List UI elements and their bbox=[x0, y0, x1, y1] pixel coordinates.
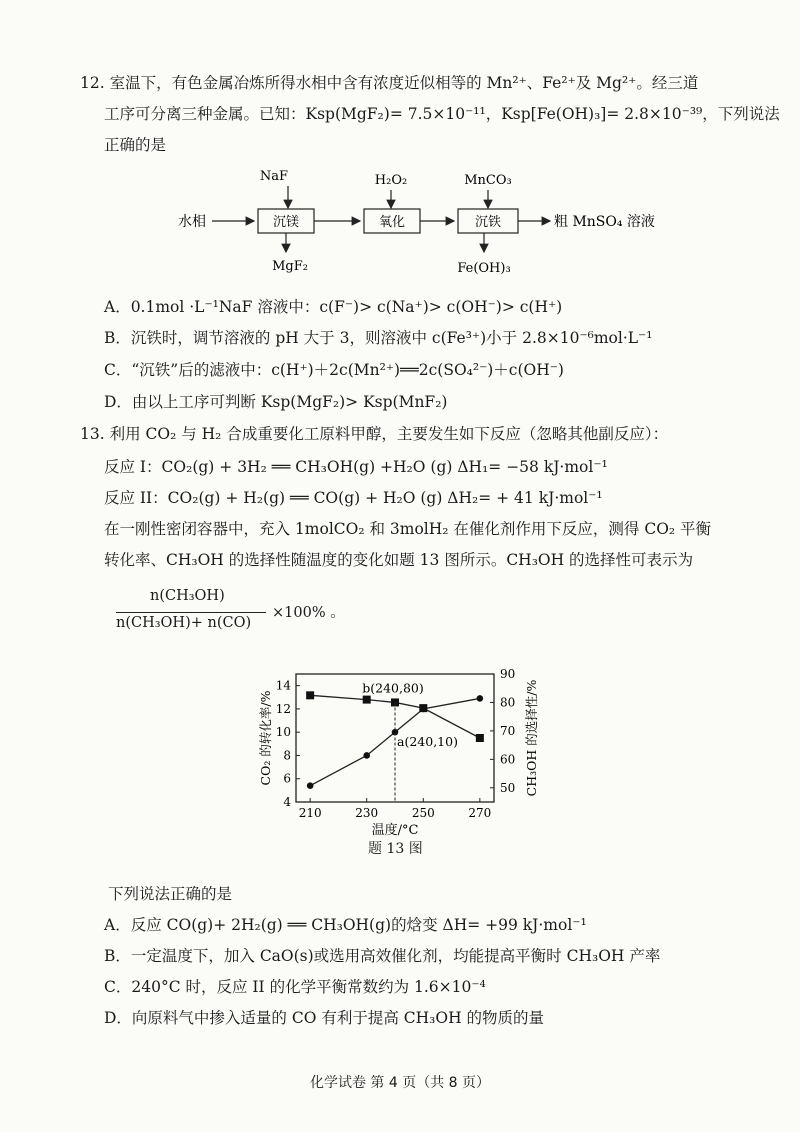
y-left-tick-label: 8 bbox=[283, 748, 291, 763]
q13-number: 13. bbox=[80, 425, 105, 443]
point-ch3oh-selectivity bbox=[306, 691, 314, 699]
flow-reagent-naf: NaF bbox=[259, 169, 289, 184]
y-left-tick-label: 4 bbox=[283, 795, 291, 809]
q12-option-c: C．“沉铁”后的滤液中：c(H⁺)＋2c(Mn²⁺)══2c(SO₄²⁻)＋c(OH⁻) bbox=[104, 361, 564, 379]
y-right-tick-label: 70 bbox=[500, 723, 516, 738]
flow-input: 水相 bbox=[178, 214, 206, 230]
y-right-tick-label: 80 bbox=[500, 695, 516, 710]
flow-product-feoh3: Fe(OH)₃ bbox=[457, 261, 511, 276]
q12-process-flow bbox=[150, 162, 710, 278]
q12-option-b: B．沉铁时，调节溶液的 pH 大于 3，则溶液中 c(Fe³⁺)小于 2.8×10⁻⁶mol·L⁻¹ bbox=[104, 329, 653, 347]
point-ch3oh-selectivity bbox=[363, 696, 371, 704]
y-left-axis-label: CO₂ 的转化率/% bbox=[258, 690, 273, 786]
formula-denominator: n(CH₃OH)+ n(CO) bbox=[116, 615, 252, 631]
x-tick-label: 250 bbox=[411, 806, 435, 820]
y-left-tick-label: 12 bbox=[275, 701, 291, 716]
q13-option-c: C．240°C 时，反应 II 的化学平衡常数约为 1.6×10⁻⁴ bbox=[104, 978, 486, 996]
q13-desc-2: 转化率、CH₃OH 的选择性随温度的变化如题 13 图所示。CH₃OH 的选择性可表示为 bbox=[104, 551, 694, 569]
flow-product-mgf2: MgF₂ bbox=[272, 259, 308, 274]
annotation-a: a(240,10) bbox=[397, 734, 458, 750]
q13-desc-1: 在一刚性密闭容器中，充入 1molCO₂ 和 3molH₂ 在催化剂作用下反应，测得 CO₂ 平衡 bbox=[104, 520, 712, 538]
flow-step3: 沉铁 bbox=[474, 215, 502, 230]
q13-intro: 利用 CO₂ 与 H₂ 合成重要化工原料甲醇，主要发生如下反应（忽略其他副反应）： bbox=[109, 425, 669, 443]
q12-option-a: A．0.1mol ·L⁻¹NaF 溶液中：c(F⁻)> c(Na⁺)> c(OH⁻)> c(H⁺) bbox=[104, 298, 563, 316]
page-footer: 化学试卷 第 4 页（共 8 页） bbox=[309, 1075, 491, 1091]
point-co2-conversion bbox=[307, 782, 314, 789]
y-right-tick-label: 90 bbox=[500, 667, 516, 681]
y-right-tick-label: 60 bbox=[500, 752, 516, 767]
y-left-tick-label: 6 bbox=[283, 771, 291, 786]
q12-line-1 bbox=[80, 72, 698, 94]
formula-fraction-bar bbox=[116, 612, 266, 613]
flow-step1: 沉镁 bbox=[272, 215, 300, 230]
q13-option-b: B．一定温度下，加入 CaO(s)或选用高效催化剂，均能提高平衡时 CH₃OH 产率 bbox=[104, 947, 661, 965]
point-ch3oh-selectivity bbox=[419, 704, 427, 712]
point-co2-conversion bbox=[477, 695, 484, 702]
annotation-b: b(240,80) bbox=[362, 680, 424, 696]
flow-output: 粗 MnSO₄ 溶液 bbox=[554, 214, 655, 230]
q12-option-d: D．由以上工序可判断 Ksp(MgF₂)> Ksp(MnF₂) bbox=[104, 393, 448, 411]
flow-reagent-h2o2: H₂O₂ bbox=[374, 173, 408, 188]
y-right-tick-label: 50 bbox=[500, 780, 516, 795]
q13-line-1 bbox=[80, 423, 668, 445]
point-ch3oh-selectivity bbox=[476, 734, 484, 742]
q12-intro-3: 正确的是 bbox=[104, 136, 167, 154]
formula-numerator: n(CH₃OH) bbox=[150, 588, 225, 604]
x-tick-label: 210 bbox=[298, 806, 322, 820]
x-tick-label: 230 bbox=[355, 806, 379, 820]
x-tick-label: 270 bbox=[468, 806, 492, 820]
formula-tail: ×100% 。 bbox=[272, 605, 345, 621]
y-left-tick-label: 14 bbox=[275, 678, 291, 693]
chart-caption: 题 13 图 bbox=[368, 841, 423, 857]
y-left-tick-label: 10 bbox=[275, 725, 291, 740]
q13-option-a: A．反应 CO(g)+ 2H₂(g) ══ CH₃OH(g)的焓变 ΔH= +99 kJ·mol⁻¹ bbox=[104, 916, 587, 934]
flow-reagent-mnco3: MnCO₃ bbox=[464, 173, 512, 188]
x-axis-label: 温度/°C bbox=[371, 823, 419, 838]
q13-option-d: D．向原料气中掺入适量的 CO 有利于提高 CH₃OH 的物质的量 bbox=[104, 1009, 545, 1027]
point-co2-conversion bbox=[363, 752, 370, 759]
q13-reaction-1: 反应 I：CO₂(g) + 3H₂ ══ CH₃OH(g) +H₂O (g) ΔH₁= −58 kJ·mol⁻¹ bbox=[104, 458, 608, 476]
flow-step2: 氧化 bbox=[378, 215, 406, 230]
q12-number: 12. bbox=[80, 74, 105, 92]
q12-intro-2: 工序可分离三种金属。已知：Ksp(MgF₂)= 7.5×10⁻¹¹，Ksp[Fe(OH)₃]= 2.8×10⁻³⁹，下列说法 bbox=[104, 105, 780, 123]
y-right-axis-label: CH₃OH 的选择性/% bbox=[524, 679, 539, 797]
q13-reaction-2: 反应 II：CO₂(g) + H₂(g) ══ CO(g) + H₂O (g) ΔH₂= + 41 kJ·mol⁻¹ bbox=[104, 489, 603, 507]
q13-question: 下列说法正确的是 bbox=[108, 885, 233, 903]
q12-intro-1: 室温下，有色金属冶炼所得水相中含有浓度近似相等的 Mn²⁺、Fe²⁺及 Mg²⁺。经三道 bbox=[109, 74, 699, 92]
